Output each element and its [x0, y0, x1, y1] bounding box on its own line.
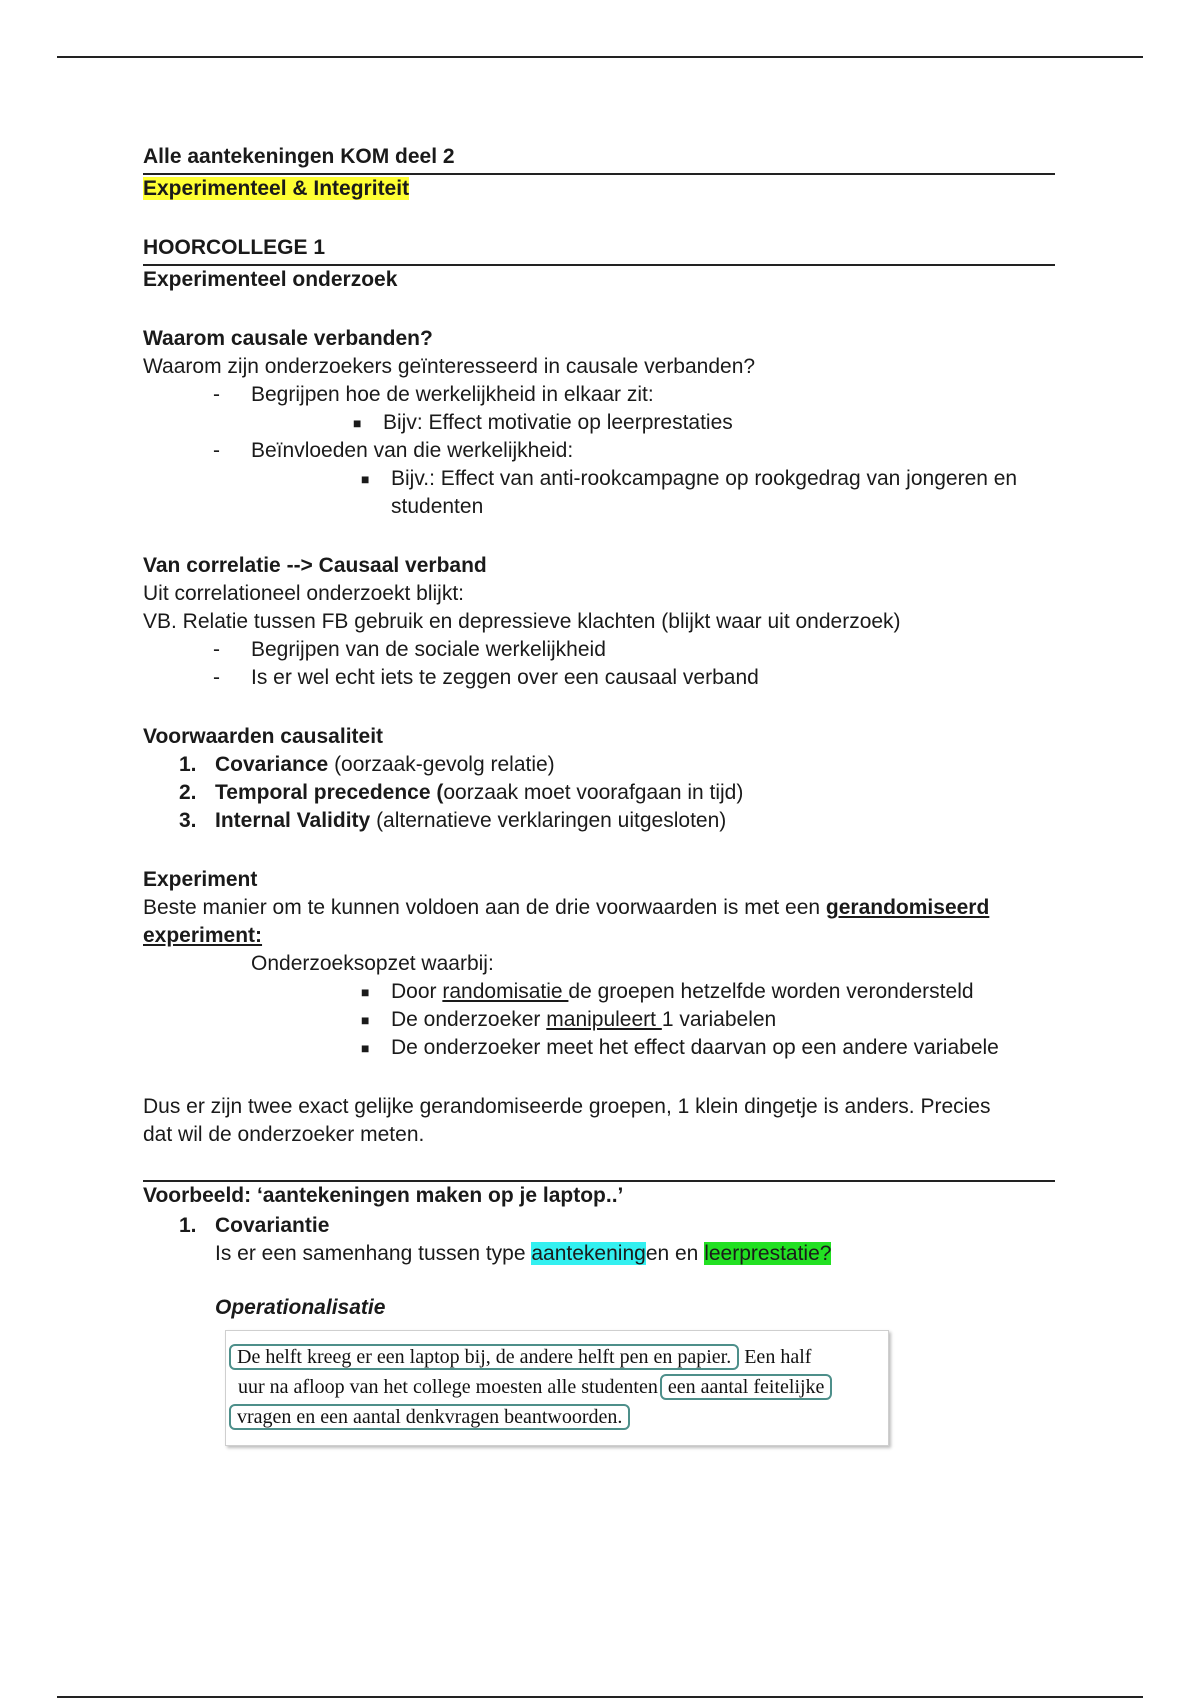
- emphasis-text: gerandomiseerd: [825, 896, 990, 919]
- annotation-box: De helft kreeg er een laptop bij, de andere helft pen en papier.: [229, 1344, 739, 1370]
- list-item-text: Is er wel echt iets te zeggen over een causaal verband: [251, 666, 759, 689]
- item-description: (oorzaak-gevolg relatie): [328, 753, 555, 776]
- list-item-text: Bijv.: Effect van anti-rookcampagne op rookgedrag van jongeren en: [391, 467, 1018, 490]
- figure-line: [238, 1373, 832, 1401]
- operationalisatie-text: Operationalisatie: [215, 1296, 386, 1319]
- numbered-item: [143, 779, 1055, 807]
- list-item-text: Bijv: Effect motivatie op leerprestaties: [383, 411, 733, 434]
- paragraph: [143, 894, 1055, 922]
- dash-bullet: -: [213, 666, 220, 689]
- figure-line: [229, 1403, 630, 1431]
- paragraph-text: en en: [645, 1242, 705, 1265]
- dash-bullet: -: [213, 638, 220, 661]
- item-term: Covariance: [215, 753, 329, 776]
- list-item: [143, 409, 1055, 437]
- emphasis-text: experiment:: [143, 924, 263, 947]
- item-description: oorzaak moet voorafgaan in tijd): [443, 781, 744, 804]
- lecture-heading: [143, 234, 1055, 266]
- paragraph-text: Beste manier om te kunnen voldoen aan de drie voorwaarden is met een: [143, 896, 826, 919]
- item-term: Internal Validity: [215, 809, 377, 832]
- section-heading-correlatie: Van correlatie --> Causaal verband: [143, 554, 487, 577]
- figure-line: [229, 1343, 811, 1371]
- item-term: Temporal precedence (: [215, 781, 444, 804]
- list-item: [143, 437, 1055, 465]
- page-bottom-rule: [57, 1696, 1143, 1698]
- numbered-item: [143, 751, 1055, 779]
- list-item-text: 1 variabelen: [661, 1008, 777, 1031]
- numbered-item: [143, 1212, 1055, 1240]
- waarom-question: Waarom zijn onderzoekers geïnteresseerd in causale verbanden?: [143, 355, 756, 378]
- dash-bullet: -: [213, 439, 220, 462]
- section-heading-voorbeeld: [143, 1180, 1055, 1212]
- square-bullet-icon: ■: [353, 415, 362, 431]
- paragraph: Onderzoeksopzet waarbij:: [251, 952, 494, 975]
- excerpt-figure: [225, 1330, 889, 1446]
- list-item-text: Beïnvloeden van die werkelijkheid:: [251, 439, 574, 462]
- dash-bullet: -: [213, 383, 220, 406]
- numbered-item: [143, 807, 1055, 835]
- figure-text: uur na afloop van het college moesten alle studenten: [238, 1376, 658, 1398]
- list-item-continuation: studenten: [391, 495, 484, 518]
- square-bullet-icon: ■: [361, 471, 370, 487]
- paragraph: [143, 922, 1055, 950]
- item-number: 1.: [179, 753, 197, 776]
- document-title-text: Alle aantekeningen KOM deel 2: [143, 145, 455, 168]
- item-number: 3.: [179, 809, 197, 832]
- green-highlight: leerprestatie?: [704, 1242, 832, 1265]
- item-term: Covariantie: [215, 1214, 330, 1237]
- underlined-term: randomisatie: [442, 980, 569, 1003]
- square-bullet-icon: ■: [361, 984, 370, 1000]
- paragraph: VB. Relatie tussen FB gebruik en depressieve klachten (blijkt waar uit onderzoek): [143, 610, 901, 633]
- paragraph: Uit correlationeel onderzoekt blijkt:: [143, 582, 464, 605]
- subtitle-highlight: Experimenteel & Integriteit: [143, 177, 410, 200]
- list-item-text: De onderzoeker: [391, 1008, 547, 1031]
- section-heading-waarom: Waarom causale verbanden?: [143, 327, 433, 350]
- square-bullet-icon: ■: [361, 1040, 370, 1056]
- document-subtitle: [143, 175, 1055, 203]
- paragraph-text: Is er een samenhang tussen type: [215, 1242, 532, 1265]
- list-item: [143, 381, 1055, 409]
- paragraph: dat wil de onderzoeker meten.: [143, 1123, 425, 1146]
- list-item: [143, 664, 1055, 692]
- lecture-topic-text: Experimenteel onderzoek: [143, 268, 398, 291]
- lecture-heading-text: HOORCOLLEGE 1: [143, 236, 326, 259]
- page-top-rule: [57, 56, 1143, 58]
- list-item: [143, 636, 1055, 664]
- document-body: [143, 143, 1055, 1446]
- item-number: 1.: [179, 1214, 197, 1237]
- list-item: [143, 1034, 1055, 1062]
- section-heading-voorwaarden: Voorwaarden causaliteit: [143, 725, 384, 748]
- annotation-box: een aantal feitelijke: [660, 1374, 833, 1400]
- list-item-text: Begrijpen hoe de werkelijkheid in elkaar zit:: [251, 383, 654, 406]
- lecture-topic: [143, 266, 1055, 294]
- annotation-box: vragen en een aantal denkvragen beantwoorden.: [229, 1404, 630, 1430]
- paragraph: Dus er zijn twee exact gelijke gerandomiseerde groepen, 1 klein dingetje is anders. Precies: [143, 1095, 991, 1118]
- item-number: 2.: [179, 781, 197, 804]
- item-description: (alternatieve verklaringen uitgesloten): [376, 809, 727, 832]
- underlined-term: manipuleert: [546, 1008, 662, 1031]
- square-bullet-icon: ■: [361, 1012, 370, 1028]
- list-item: [143, 465, 1055, 493]
- list-item-text: Door: [391, 980, 443, 1003]
- list-item: [143, 1006, 1055, 1034]
- list-item: [143, 978, 1055, 1006]
- list-item-text: Begrijpen van de sociale werkelijkheid: [251, 638, 606, 661]
- operationalisatie-heading: [143, 1294, 1055, 1322]
- document-title: [143, 143, 1055, 175]
- figure-text: Een half: [739, 1346, 812, 1368]
- paragraph: [143, 1240, 1055, 1268]
- list-item-text: De onderzoeker meet het effect daarvan op een andere variabele: [391, 1036, 999, 1059]
- section-heading-experiment: Experiment: [143, 868, 258, 891]
- cyan-highlight: aantekening: [531, 1242, 646, 1265]
- section-heading-text: Voorbeeld: ‘aantekeningen maken op je laptop..’: [143, 1184, 624, 1207]
- list-item-text: de groepen hetzelfde worden verondersteld: [568, 980, 974, 1003]
